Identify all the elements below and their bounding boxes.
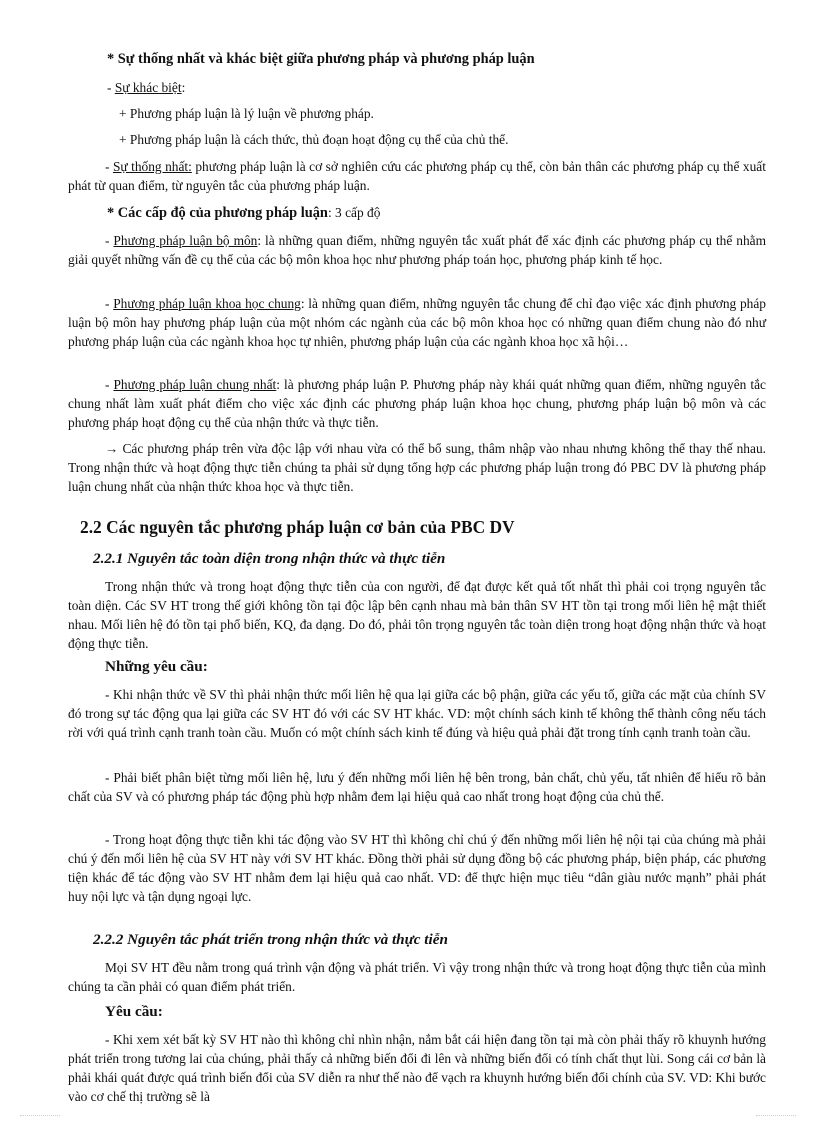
requirement-1-3: - Trong hoạt động thực tiễn khi tác động vào SV HT thì không chỉ chú ý đến những mối liên hệ nội tại của chúng mà phải chú ý đến mối liên hệ của SV HT này với SV HT khác. Đồng thời phải sử dụng đồng bộ các phương pháp, biện pháp, các phương tiện khác để tác động vào SV HT nhằm đem lại hiệu quả cao nhất. VD: để thực hiện mục tiêu “dân giàu nước mạnh” phải phát huy nội lực và tận dụng ngoại lực. [68,832,766,904]
diff-label: Sự khác biệt [114,80,182,95]
heading-levels: * Các cấp độ của phương pháp luận: 3 cấp độ [107,205,381,221]
diff-item-1: + Phương pháp luận là lý luận về phương pháp. [119,106,374,121]
section-2-2-2-title: 2.2.2 Nguyên tắc phát triển trong nhận thức và thực tiễn [93,931,448,948]
level-2-paragraph: - Phương pháp luận khoa học chung: là những quan điểm, những nguyên tắc chung để chỉ đạo việc xác định phương pháp luận bộ môn hay phương pháp luận của một nhóm các ngành của các bộ môn khoa học có những quan điểm chung nào đó như phương pháp luận của các ngành khoa học tự nhiên, phương pháp luận của các ngành khoa học xã hội… [68,296,766,349]
requirements-heading-1: Những yêu cầu: [105,658,208,675]
unity-label: Sự thống nhất: [112,159,192,174]
level-3-paragraph: - Phương pháp luận chung nhất: là phương pháp luận P. Phương pháp này khái quát những quan điểm, những nguyên tắc chung nhất làm xuất phát điểm cho việc xác định các phương pháp luận khoa học chung, phương pháp luận bộ môn và các phương pháp hoạt động cụ thể của nhận thức và thực tiễn. [68,377,766,430]
requirements-heading-2: Yêu cầu: [105,1003,163,1020]
level-2-label: Phương pháp luận khoa học chung [113,296,301,311]
levels-conclusion: → Các phương pháp trên vừa độc lập với nhau vừa có thể bổ sung, thâm nhập vào nhau nhưng không thể thay thế nhau. Trong nhận thức và hoạt động thực tiễn chúng ta phải sử dụng tổng hợp các phương pháp luận trong đó PBC DV là phương pháp luận chung nhất của nhận thức khoa học và thực tiễn. [68,441,766,494]
section-2-2-title: 2.2 Các nguyên tắc phương pháp luận cơ bản của PBC DV [80,517,515,537]
heading-unity-difference: * Sự thống nhất và khác biệt giữa phương pháp và phương pháp luận [107,51,535,67]
requirement-1-2: - Phải biết phân biệt từng mối liên hệ, lưu ý đến những mối liên hệ bên trong, bản chất, chủ yếu, tất nhiên để hiểu rõ bản chất của SV và có phương pháp tác động phù hợp nhằm đem lại hiệu quả cao nhất trong hoạt động của chủ thể. [68,770,766,804]
section-2-2-1-title: 2.2.1 Nguyên tắc toàn diện trong nhận thức và thực tiễn [93,550,446,567]
section-2-2-2-intro: Mọi SV HT đều nằm trong quá trình vận động và phát triển. Vì vậy trong nhận thức và trong hoạt động thực tiễn của mình chúng ta cần phải có quan điểm phát triển. [68,960,766,994]
footer-divider-left [20,1115,60,1117]
diff-item-2: + Phương pháp luận là cách thức, thủ đoạn hoạt động cụ thể của chủ thể. [119,132,509,147]
footer-divider-right [756,1115,796,1117]
requirement-1-1: - Khi nhận thức về SV thì phải nhận thức mối liên hệ qua lại giữa các bộ phận, giữa các yếu tố, giữa các mặt của chính SV đó trong sự tác động qua lại giữa các SV HT đó với các SV HT khác. VD: một chính sách kinh tế không thể thành công nếu tách rời với quá trình cạnh tranh toàn cầu. Muốn có một chính sách kinh tế đúng và hiệu quả phải đặt trong tính cạnh tranh toàn cầu. [68,687,766,740]
diff-label-line: - Sự khác biệt: [107,80,186,95]
level-1-label: Phương pháp luận bộ môn [113,233,258,248]
level-1-paragraph: - Phương pháp luận bộ môn: là những quan điểm, những nguyên tắc xuất phát để xác định các phương pháp cụ thể nhằm giải quyết những vấn đề cụ thể của các bộ môn khoa học như phương pháp toán học, phương pháp kinh tế học. [68,233,767,267]
level-3-label: Phương pháp luận chung nhất [113,377,277,392]
requirement-2-1: - Khi xem xét bất kỳ SV HT nào thì không chỉ nhìn nhận, nắm bắt cái hiện đang tồn tại mà còn phải thấy rõ khuynh hướng phát triển trong tương lai của chúng, phải thấy cả những biến đổi đi lên và những biến đổi có tính chất thụt lùi. Song cái cơ bản là phải khái quát được quá trình biến đổi của SV diễn ra như thế nào để vạch ra khuynh hướng biến đổi chính của SV. VD: Khi bước vào cơ chế thị trường sẽ là [68,1032,766,1104]
section-2-2-1-intro: Trong nhận thức và trong hoạt động thực tiễn của con người, để đạt được kết quả tốt nhất thì phải coi trọng nguyên tắc toàn diện. Các SV HT trong thế giới không tồn tại độc lập bên cạnh nhau mà bản thân SV HT tồn tại trong mối liên hệ mật thiết nhau. Mối liên hệ đó tồn tại phổ biến, KQ, đa dạng. Do đó, phải tôn trọng nguyên tắc toàn diện trong hoạt động nhận thức và hoạt động thực tiễn. [68,579,766,651]
unity-paragraph: - Sự thống nhất: phương pháp luận là cơ sở nghiên cứu các phương pháp cụ thể, còn bản thân các phương pháp cụ thể xuất phát từ quan điểm, từ nguyên tắc của phương pháp luận. [68,159,766,193]
